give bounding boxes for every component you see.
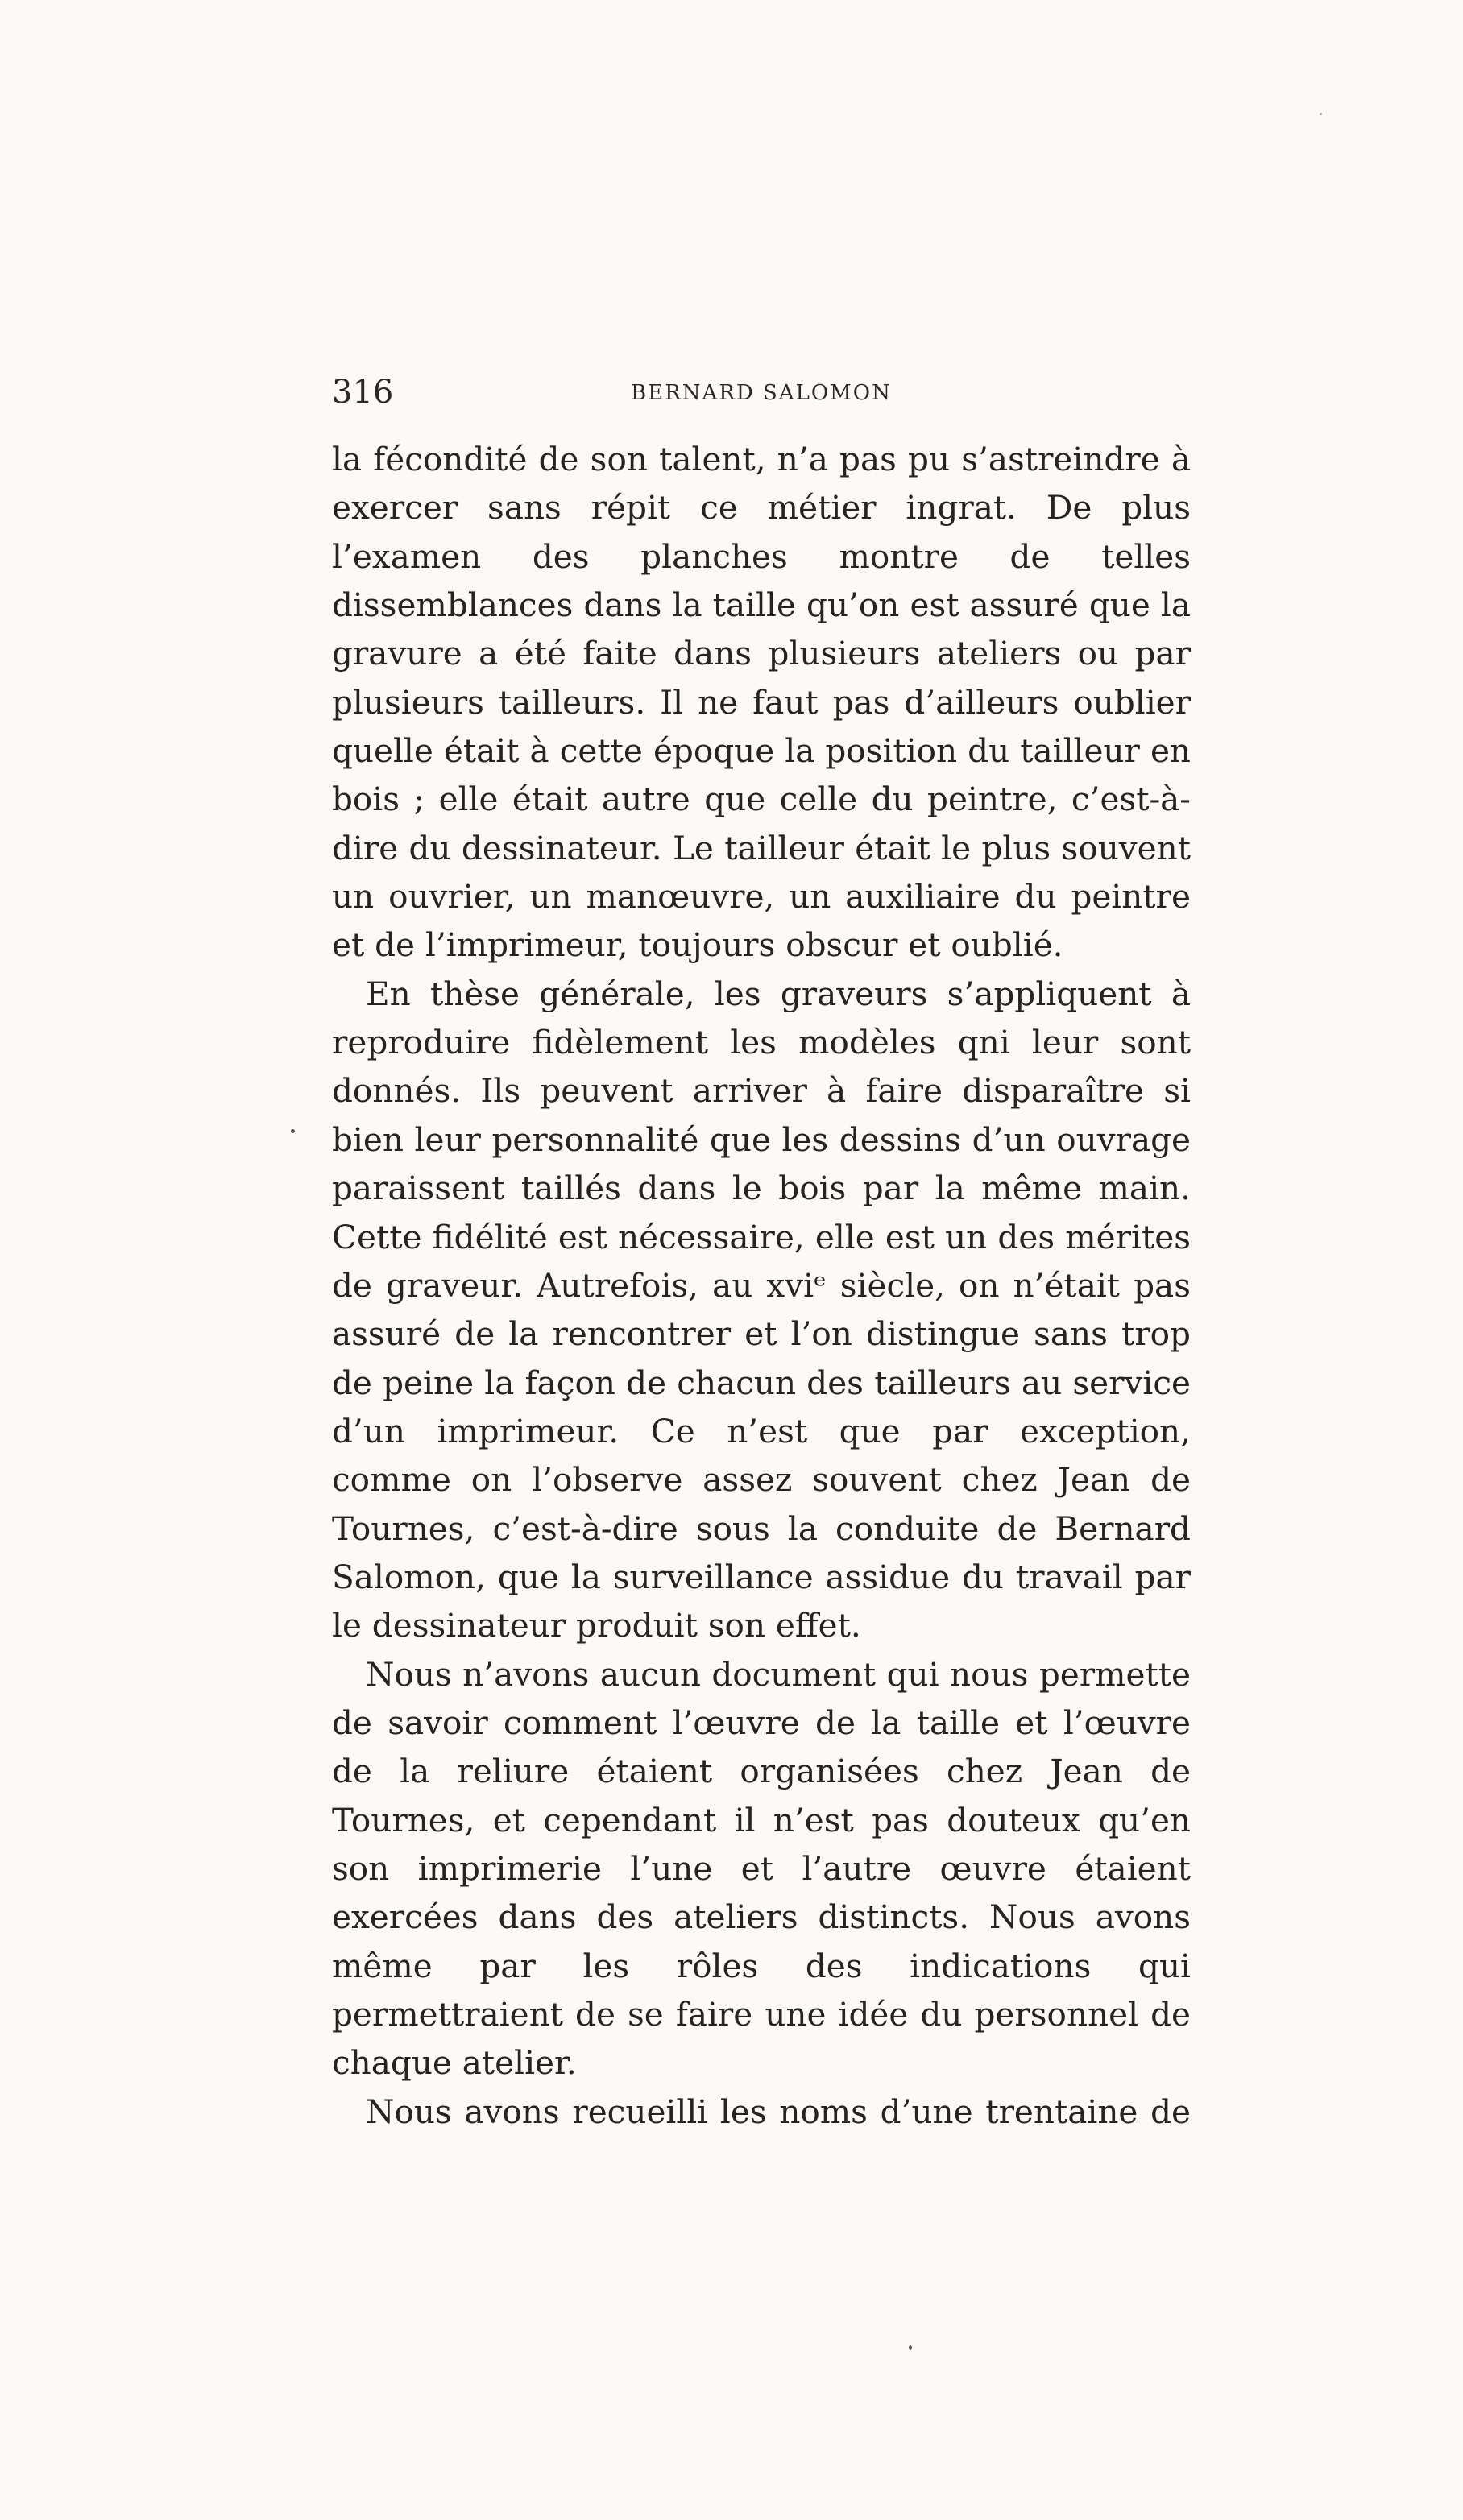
paragraph-3: Nous n’avons aucun document qui nous permette de savoir comment l’œuvre de la taille et l’œuvre de la reliure étaient organisées chez Jean de Tournes, et cependant il n’est pas douteux qu’en son imprimerie l’une et l’autre œuvre étaient exercées dans des ateliers distincts. Nous avons même par les rôles des indications qui permettraient de se faire une idée du personnel de chaque atelier.	[332, 1654, 1191, 2083]
ink-speck	[909, 2345, 912, 2350]
ink-speck	[291, 1129, 295, 1133]
ink-speck	[1320, 113, 1322, 115]
paragraph-1: la fécondité de son talent, n’a pas pu s’astreindre à exercer sans répit ce métier ingrat. De plus l’examen des planches montre de telles dissemblances dans la taille qu’on est assuré que la gravure a été faite dans plusieurs ateliers ou par plusieurs tailleurs. Il ne faut pas d’ailleurs oublier quelle était à cette époque la position du tailleur en bois ; elle était autre que celle du peintre, c’est-à-dire du dessinateur. Le tailleur était le plus souvent un ouvrier, un manœuvre, un auxiliaire du peintre et de l’imprimeur, toujours obscur et oublié.	[332, 440, 1191, 965]
body-text	[332, 435, 1191, 2136]
paragraph-4: Nous avons recueilli les noms d’une trentaine de	[366, 2092, 1191, 2131]
running-title: BERNARD SALOMON	[631, 381, 892, 405]
page-header	[332, 372, 1191, 412]
paragraph-2: En thèse générale, les graveurs s’appliquent à reproduire fidèlement les modèles qni leur sont donnés. Ils peuvent arriver à faire disparaître si bien leur personnalité que les dessins d’un ouvrage paraissent taillés dans le bois par la même main. Cette fidélité est nécessaire, elle est un des mérites de graveur. Autrefois, au xviᵉ siècle, on n’était pas assuré de la rencontrer et l’on distingue sans trop de peine la façon de chacun des tailleurs au service d’un imprimeur. Ce n’est que par exception, comme on l’observe assez souvent chez Jean de Tournes, c’est-à-dire sous la conduite de Bernard Salomon, que la surveillance assidue du travail par le dessinateur produit son effet.	[332, 974, 1191, 1645]
page-number: 316	[332, 374, 394, 411]
